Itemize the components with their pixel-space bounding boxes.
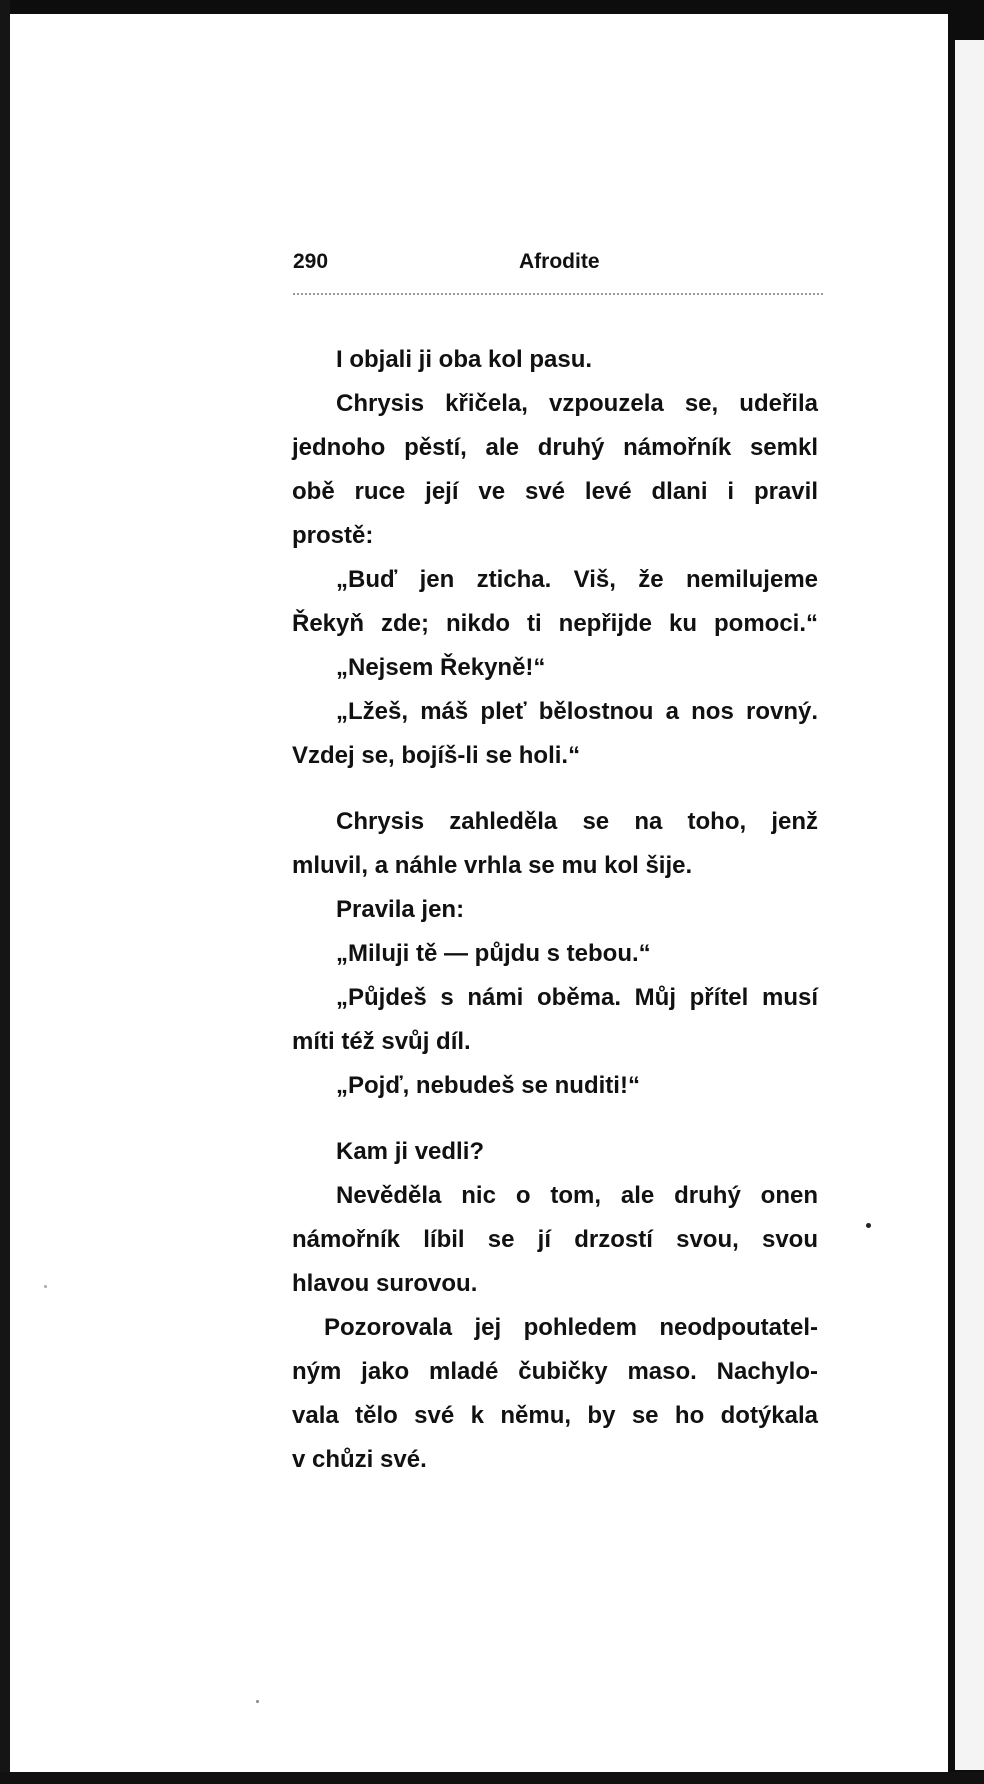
text-line: „Buď jen zticha. Viš, že nemilujeme [336,566,818,593]
text-line: námořník líbil se jí drzostí svou, svou [292,1226,818,1253]
text-line: Pozorovala jej pohledem neodpoutatel- [324,1314,818,1341]
scan-border-top [0,0,984,14]
text-line: „Pojď, nebudeš se nuditi!“ [336,1072,640,1099]
text-line: Chrysis zahleděla se na toho, jenž [336,808,818,835]
scan-border-bottom [0,1772,984,1784]
page-header [282,250,822,280]
text-line: mluvil, a náhle vrhla se mu kol šije. [292,852,693,879]
text-line: Chrysis křičela, vzpouzela se, udeřila [336,390,818,417]
text-line: „Nejsem Řekyně!“ [336,654,546,681]
paragraph-gap [292,778,818,800]
paragraph-gap [292,1108,818,1130]
text-line: vala tělo své k němu, by se ho dotýkala [292,1402,818,1429]
text-line: ným jako mladé čubičky maso. Nachylo- [292,1358,818,1385]
running-title: Afrodite [519,250,600,273]
scan-speck [44,1285,47,1288]
scan-speck [256,1700,259,1703]
text-line: Kam ji vedli? [336,1138,485,1165]
body-text [292,338,818,1482]
text-line: Vzdej se, bojíš-li se holi.“ [292,742,581,769]
page-number: 290 [293,250,329,273]
text-line: Pravila jen: [336,896,465,923]
text-line: obě ruce její ve své levé dlani i pravil [292,478,818,505]
text-line: I objali ji oba kol pasu. [336,346,593,373]
text-line: „Lžeš, máš pleť bělostnou a nos rovný. [336,698,818,725]
text-line: Řekyň zde; nikdo ti nepřijde ku pomoci.“ [292,610,818,637]
scan-border-left [0,0,10,1784]
scan-speck [866,1223,871,1228]
adjacent-page-edge [955,40,984,1770]
text-line: míti též svůj díl. [292,1028,471,1055]
text-line: „Půjdeš s námi oběma. Můj přítel musí [336,984,818,1011]
text-line: prostě: [292,522,374,549]
text-line: „Miluji tě — půjdu s tebou.“ [336,940,651,967]
text-line: v chůzi své. [292,1446,427,1473]
text-line: Nevěděla nic o tom, ale druhý onen [336,1182,818,1209]
text-line: jednoho pěstí, ale druhý námořník semkl [292,434,818,461]
header-rule [293,293,823,295]
text-line: hlavou surovou. [292,1270,478,1297]
